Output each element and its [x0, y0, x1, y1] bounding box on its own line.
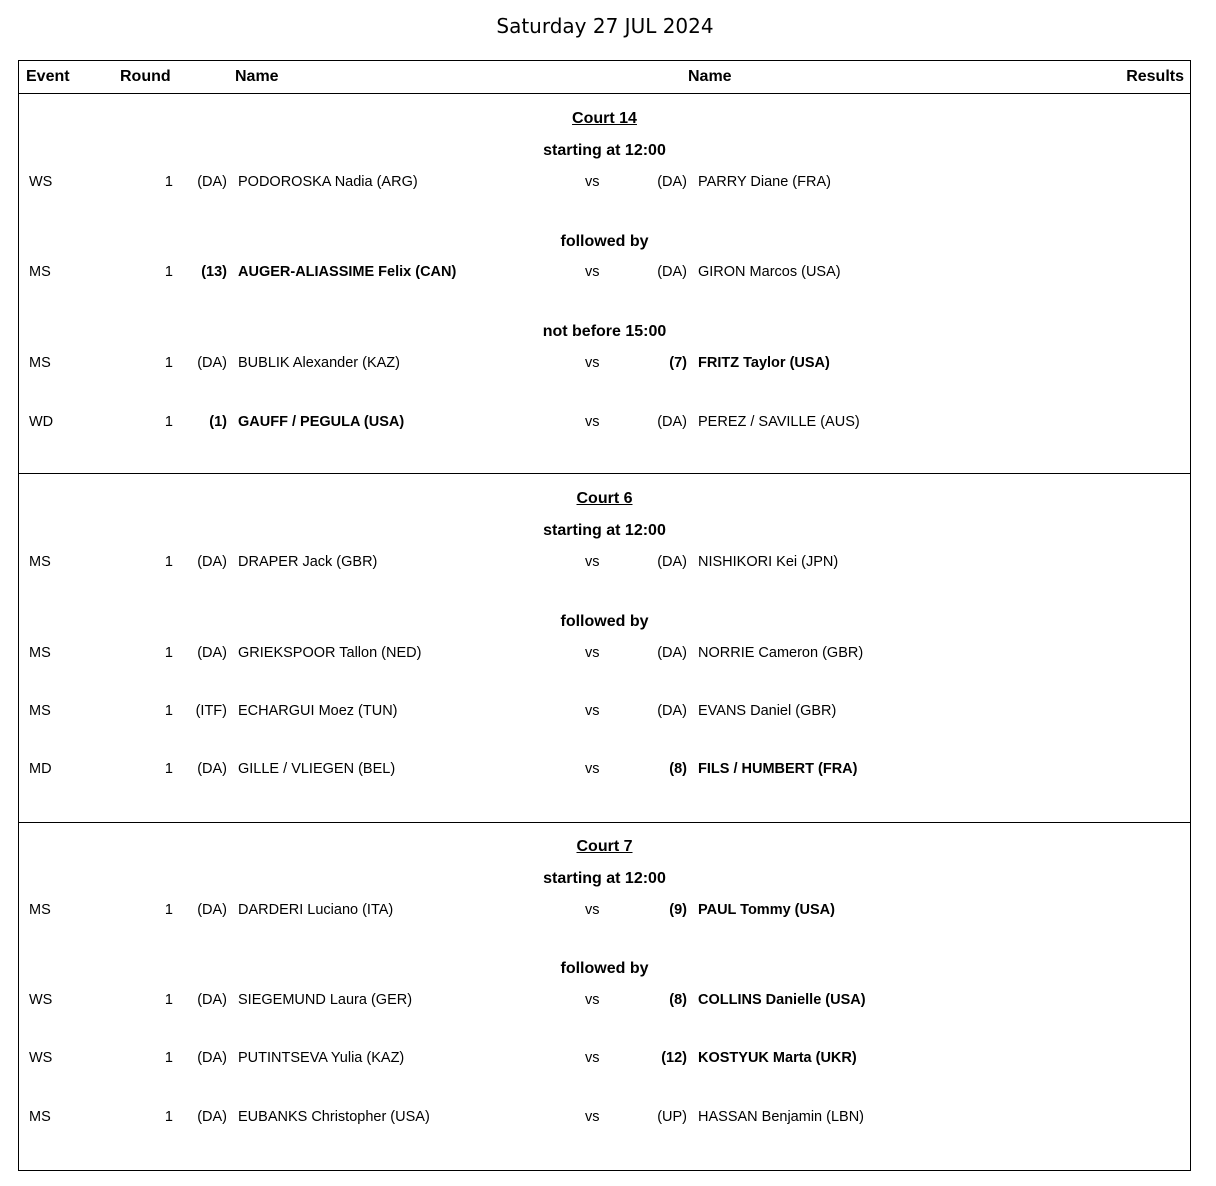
slot-time-label: starting at 12:00 [543, 870, 666, 887]
match-round: 1 [164, 902, 173, 918]
match-round: 1 [164, 761, 173, 777]
player2-name: COLLINS Danielle (USA) [698, 992, 866, 1008]
court-title: Court 14 [572, 110, 637, 127]
match-row [19, 701, 1190, 721]
match-event: WD [29, 414, 54, 430]
match-event: MS [29, 554, 51, 570]
vs-label: vs [585, 761, 600, 777]
player2-name: PARRY Diane (FRA) [698, 174, 831, 190]
player2-seed: (8) [669, 992, 687, 1008]
match-row [19, 353, 1190, 373]
vs-label: vs [585, 703, 600, 719]
player2-name: EVANS Daniel (GBR) [698, 703, 837, 719]
court-title: Court 7 [576, 838, 633, 855]
match-event: MS [29, 355, 51, 371]
player2-seed: (DA) [657, 703, 687, 719]
player2-name: NISHIKORI Kei (JPN) [698, 554, 839, 570]
vs-label: vs [585, 264, 600, 280]
player1-seed: (DA) [197, 761, 227, 777]
vs-label: vs [585, 1050, 600, 1066]
player1-name: SIEGEMUND Laura (GER) [238, 992, 413, 1008]
page-title: Saturday 27 JUL 2024 [496, 14, 714, 38]
match-round: 1 [164, 1109, 173, 1125]
match-event: MS [29, 703, 51, 719]
match-event: WS [29, 992, 53, 1008]
player2-seed: (8) [669, 761, 687, 777]
player1-seed: (DA) [197, 645, 227, 661]
player2-name: HASSAN Benjamin (LBN) [698, 1109, 864, 1125]
vs-label: vs [585, 355, 600, 371]
header-name-player1: Name [235, 68, 279, 85]
match-event: MS [29, 264, 51, 280]
player2-seed: (7) [669, 355, 687, 371]
match-event: MS [29, 902, 51, 918]
player2-seed: (DA) [657, 414, 687, 430]
header-round: Round [120, 68, 171, 85]
vs-label: vs [585, 992, 600, 1008]
match-round: 1 [164, 703, 173, 719]
player1-name: EUBANKS Christopher (USA) [238, 1109, 430, 1125]
match-row [19, 412, 1190, 432]
player1-seed: (1) [209, 414, 227, 430]
player1-name: PUTINTSEVA Yulia (KAZ) [238, 1050, 405, 1066]
player1-name: BUBLIK Alexander (KAZ) [238, 355, 400, 371]
player1-name: GILLE / VLIEGEN (BEL) [238, 761, 396, 777]
match-round: 1 [164, 554, 173, 570]
player2-name: PAUL Tommy (USA) [698, 902, 835, 918]
player2-name: NORRIE Cameron (GBR) [698, 645, 864, 661]
match-event: MD [29, 761, 52, 777]
match-round: 1 [164, 992, 173, 1008]
match-row [19, 1048, 1190, 1068]
player1-name: AUGER-ALIASSIME Felix (CAN) [238, 264, 457, 280]
match-row [19, 759, 1190, 779]
court-title: Court 6 [576, 490, 633, 507]
player2-seed: (DA) [657, 554, 687, 570]
player2-seed: (9) [669, 902, 687, 918]
match-event: WS [29, 174, 53, 190]
player2-name: GIRON Marcos (USA) [698, 264, 841, 280]
match-row [19, 552, 1190, 572]
header-event: Event [26, 68, 70, 85]
vs-label: vs [585, 645, 600, 661]
courts-container [19, 94, 1190, 1170]
match-row [19, 990, 1190, 1010]
vs-label: vs [585, 414, 600, 430]
player2-name: FRITZ Taylor (USA) [698, 355, 830, 371]
match-round: 1 [164, 264, 173, 280]
match-row [19, 172, 1190, 192]
match-event: MS [29, 645, 51, 661]
player1-name: GRIEKSPOOR Tallon (NED) [238, 645, 422, 661]
match-round: 1 [164, 414, 173, 430]
slot-time-label: followed by [560, 960, 649, 977]
vs-label: vs [585, 554, 600, 570]
slot-time-label: not before 15:00 [542, 323, 667, 340]
slot-time-label: starting at 12:00 [543, 522, 666, 539]
table-header [19, 61, 1190, 94]
match-row [19, 262, 1190, 282]
player1-seed: (DA) [197, 902, 227, 918]
court-section [19, 823, 1190, 1170]
schedule-table [18, 60, 1191, 1171]
match-round: 1 [164, 1050, 173, 1066]
slot-time-label: followed by [560, 613, 649, 630]
match-event: WS [29, 1050, 53, 1066]
player1-seed: (13) [201, 264, 227, 280]
player1-name: ECHARGUI Moez (TUN) [238, 703, 398, 719]
player1-seed: (ITF) [195, 703, 227, 719]
match-row [19, 900, 1190, 920]
player2-name: KOSTYUK Marta (UKR) [698, 1050, 857, 1066]
player1-name: DRAPER Jack (GBR) [238, 554, 378, 570]
player1-seed: (DA) [197, 355, 227, 371]
slot-time-label: followed by [560, 233, 649, 250]
slot-time-label: starting at 12:00 [543, 142, 666, 159]
player1-seed: (DA) [197, 1050, 227, 1066]
match-round: 1 [164, 174, 173, 190]
player2-name: FILS / HUMBERT (FRA) [698, 761, 858, 777]
player2-seed: (DA) [657, 264, 687, 280]
player1-name: GAUFF / PEGULA (USA) [238, 414, 405, 430]
vs-label: vs [585, 174, 600, 190]
player2-seed: (12) [661, 1050, 687, 1066]
court-section [19, 94, 1190, 474]
player2-seed: (UP) [657, 1109, 687, 1125]
player2-seed: (DA) [657, 174, 687, 190]
player2-name: PEREZ / SAVILLE (AUS) [698, 414, 860, 430]
player1-name: PODOROSKA Nadia (ARG) [238, 174, 418, 190]
vs-label: vs [585, 902, 600, 918]
vs-label: vs [585, 1109, 600, 1125]
player1-name: DARDERI Luciano (ITA) [238, 902, 394, 918]
match-row [19, 1107, 1190, 1127]
match-round: 1 [164, 645, 173, 661]
player1-seed: (DA) [197, 554, 227, 570]
player1-seed: (DA) [197, 174, 227, 190]
match-event: MS [29, 1109, 51, 1125]
header-name-player2: Name [688, 68, 732, 85]
player2-seed: (DA) [657, 645, 687, 661]
court-section [19, 474, 1190, 823]
player1-seed: (DA) [197, 992, 227, 1008]
header-results: Results [1126, 68, 1184, 85]
match-round: 1 [164, 355, 173, 371]
player1-seed: (DA) [197, 1109, 227, 1125]
match-row [19, 643, 1190, 663]
